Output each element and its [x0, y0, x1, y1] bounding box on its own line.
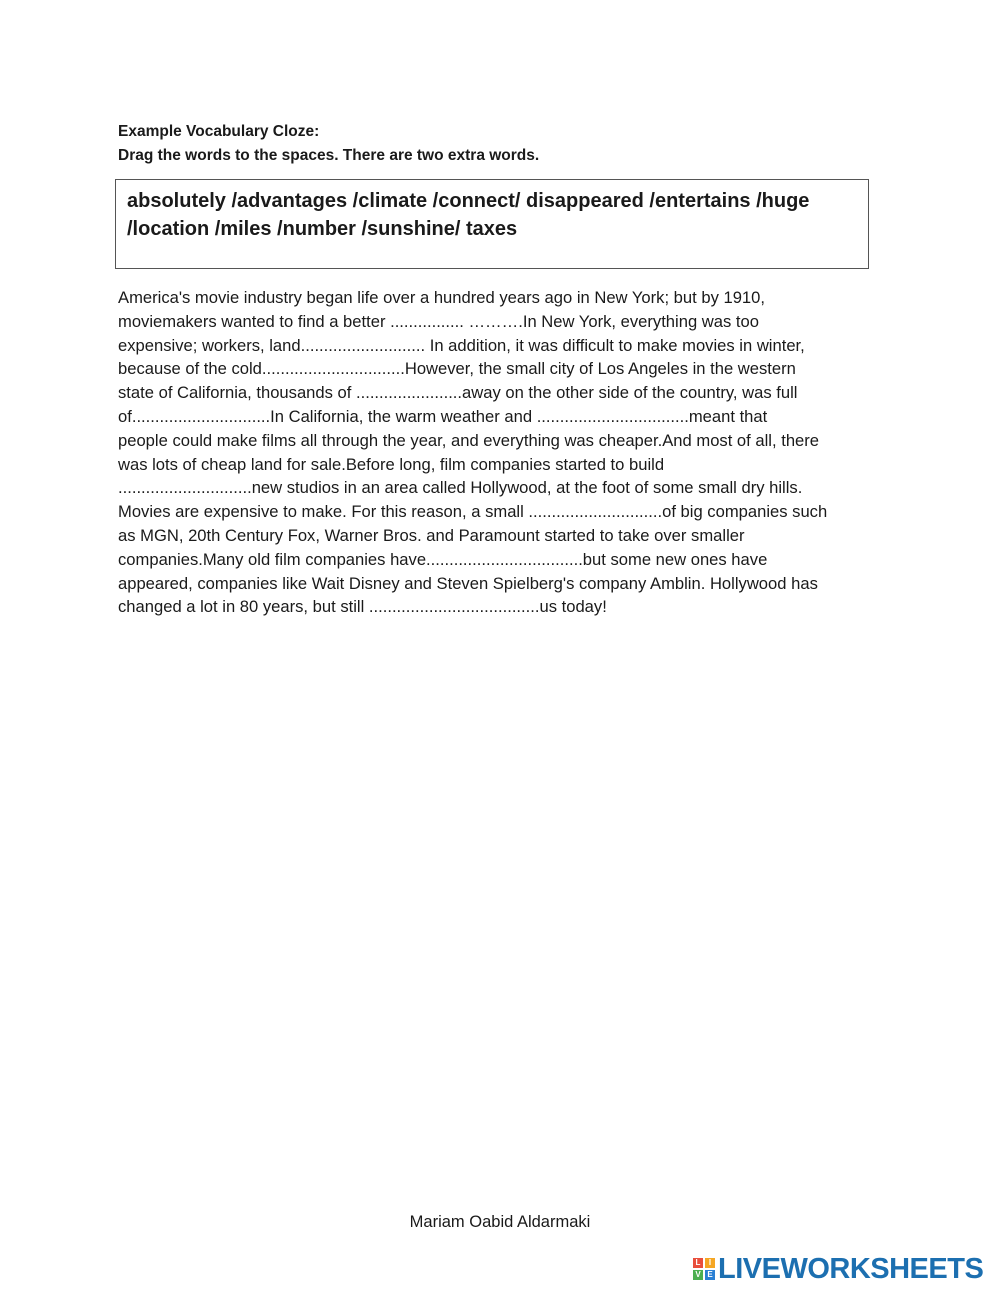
passage-line: appeared, companies like Wait Disney and Steven Spielberg's company Amblin. Hollywood has — [118, 573, 818, 593]
logo-tile: L — [693, 1258, 703, 1268]
instructions: Drag the words to the spaces. There are two extra words. — [118, 147, 540, 164]
word-bank-line-1: absolutely /advantages /climate /connect/ disappeared /entertains /huge — [127, 190, 810, 212]
word-bank — [115, 179, 869, 269]
passage-line: people could make films all through the year, and everything was cheaper.And most of all, there — [118, 430, 820, 450]
logo-tile: I — [705, 1258, 715, 1268]
passage-line: because of the cold...............................However, the small city of Los Angeles in the western — [118, 359, 796, 379]
word-bank-line-2: /location /miles /number /sunshine/ taxes — [127, 218, 518, 240]
passage-line: Movies are expensive to make. For this reason, a small .............................of big companies such — [118, 502, 828, 522]
brand-name: LIVEWORKSHEETS — [718, 1252, 984, 1285]
passage-line: changed a lot in 80 years, but still .....................................us today! — [118, 597, 607, 617]
passage-line: moviemakers wanted to find a better ................ ……….In New York, everything was too — [118, 311, 759, 331]
worksheet-title: Example Vocabulary Cloze: — [118, 123, 320, 140]
passage-line: state of California, thousands of .......................away on the other side of the country, was full — [118, 383, 798, 403]
passage-line: companies.Many old film companies have..................................but some new ones have — [118, 549, 768, 569]
passage-line: of..............................In California, the warm weather and .................................meant that — [118, 406, 768, 426]
author-name: Mariam Oabid Aldarmaki — [409, 1213, 591, 1231]
header — [118, 120, 539, 168]
passage-line: as MGN, 20th Century Fox, Warner Bros. and Paramount started to take over smaller — [118, 525, 745, 545]
liveworksheets-logo-icon — [693, 1258, 715, 1280]
logo-tile: E — [705, 1270, 715, 1280]
passage-line: expensive; workers, land........................... In addition, it was difficult to make movies in winter, — [118, 335, 805, 355]
liveworksheets-brand[interactable] — [693, 1254, 983, 1284]
passage-line: America's movie industry began life over a hundred years ago in New York; but by 1910, — [118, 288, 766, 307]
passage-line: was lots of cheap land for sale.Before long, film companies started to build — [118, 454, 665, 474]
logo-tile: V — [693, 1270, 703, 1280]
passage-line: .............................new studios in an area called Hollywood, at the foot of some small dry hills. — [118, 478, 803, 498]
cloze-passage — [118, 286, 888, 619]
